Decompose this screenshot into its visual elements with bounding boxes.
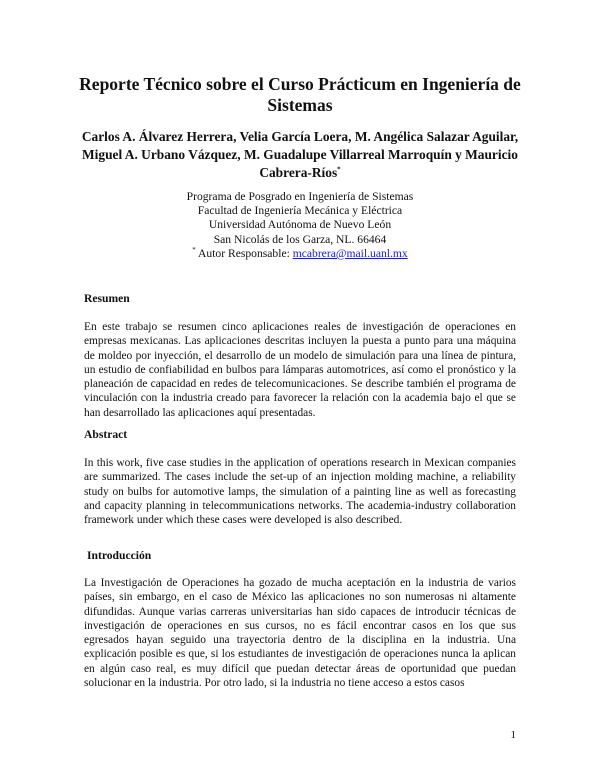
affiliation-faculty: Facultad de Ingeniería Mecánica y Eléctrica: [197, 204, 403, 218]
corresponding-author-mark: *: [337, 165, 341, 174]
paper-title: Reporte Técnico sobre el Curso Prácticum en Ingeniería de Sistemas: [79, 74, 521, 115]
affiliation-university: Universidad Autónoma de Nuevo León: [208, 218, 392, 232]
responsible-author-line: [120, 247, 480, 261]
introduccion-heading: Introducción: [87, 549, 152, 562]
introduccion-paragraph: La Investigación de Operaciones ha gozado de mucha aceptación en la industria de varios países, sin embargo, en el caso de México las aplicaciones no son numerosas ni altamente difundidas. Aunque varias carreras universitarias han sido capaces de introducir técnicas de investigación de operaciones en sus cursos, no es fácil encontrar casos en los que sus egresados hayan seguido una trayectoria dentro de la disciplina en la industria. Una explicación posible es que, si los estudiantes de investigación de operaciones nunca la aplican en algún caso real, es muy difícil que puedan detectar áreas de oportunidad que puedan solucionar en la industria. Por otro lado, si la industria no tiene acceso a estos casos: [84, 577, 516, 690]
abstract-heading: Abstract: [84, 428, 128, 441]
affiliation-city: San Nicolás de los Garza, NL. 66464: [213, 232, 387, 246]
resumen-heading: Resumen: [84, 292, 130, 305]
responsible-mark: *: [192, 245, 196, 254]
abstract-paragraph: In this work, five case studies in the application of operations research in Mexican companies are summarized. The cases include the set-up of an injection molding machine, a reliability study on bulbs for automotive lamps, the simulation of a painting line as well as forecasting and capacity planning in telecommunications networks. The academia-industry collaboration framework under which these cases were developed is also described.: [84, 457, 516, 527]
affiliation-block: [120, 190, 480, 261]
affiliation-program: Programa de Posgrado en Ingeniería de Sistemas: [186, 190, 414, 203]
page-number: 1: [510, 729, 516, 741]
author-email-link[interactable]: mcabrera@mail.uanl.mx: [292, 246, 408, 260]
author-names: Carlos A. Álvarez Herrera, Velia García Loera, M. Angélica Salazar Aguilar, Miguel A. Urbano Vázquez, M. Guadalupe Villarreal Marroquín y Mauricio Cabrera-Ríos: [81, 129, 519, 180]
resumen-paragraph: En este trabajo se resumen cinco aplicaciones reales de investigación de operaciones en empresas mexicanas. Las aplicaciones descritas incluyen la puesta a punto para una máquina de moldeo por inyección, el desarrollo de un modelo de simulación para una línea de pintura, un estudio de confiabilidad en bulbos para lámparas automotrices, así como el pronóstico y la planeación de capacidad en redes de telecomunicaciones. Se describe también el programa de vinculación con la industria creado para favorecer la relación con la academia bajo el que se han desarrollado las aplicaciones aquí presentadas.: [84, 321, 516, 419]
author-list: [70, 128, 530, 182]
responsible-label: Autor Responsable:: [195, 246, 293, 260]
